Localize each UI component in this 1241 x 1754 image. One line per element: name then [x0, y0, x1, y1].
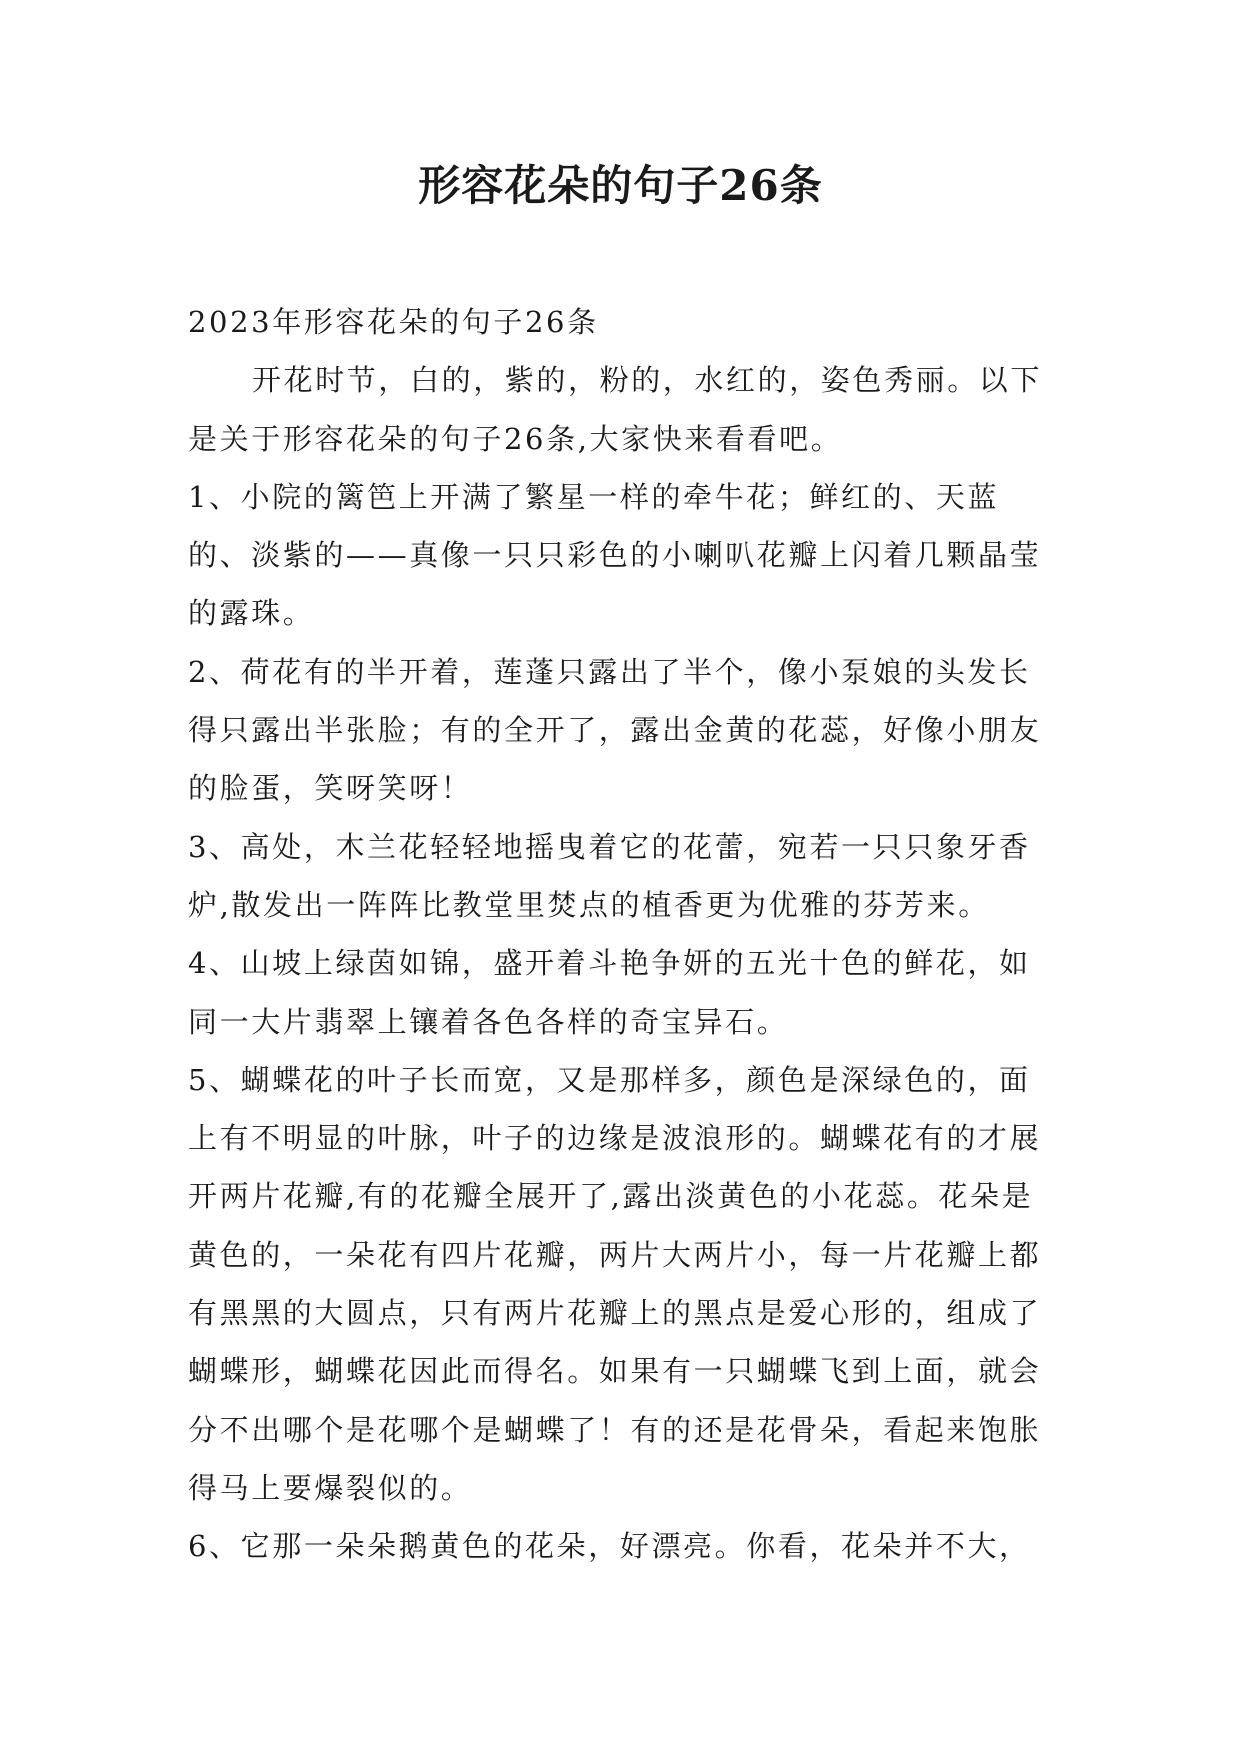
sentence-item: 6、它那一朵朵鹅黄色的花朵，好漂亮。你看，花朵并不大， [188, 1529, 1031, 1564]
document-title: 形容花朵的句子26条 [418, 161, 823, 210]
document-body [188, 293, 1058, 1576]
sentence-item: 5、蝴蝶花的叶子长而宽，又是那样多，颜色是深绿色的，面上有不明显的叶脉，叶子的边缘是波浪形的。蝴蝶花有的才展开两片花瓣,有的花瓣全展开了,露出淡黄色的小花蕊。花朵是黄色的，一朵花有四片花瓣，两片大两片小，每一片花瓣上都有黑黑的大圆点，只有两片花瓣上的黑点是爱心形的，组成了蝴蝶形，蝴蝶花因此而得名。如果有一只蝴蝶飞到上面，就会分不出哪个是花哪个是蝴蝶了！有的还是花骨朵，看起来饱胀得马上要爆裂似的。 [188, 1062, 1042, 1505]
sentence-item: 1、小院的篱笆上开满了繁星一样的牵牛花；鲜红的、天蓝的、淡紫的——真像一只只彩色的小喇叭花瓣上闪着几颗晶莹的露珠。 [188, 479, 1042, 631]
sentence-item: 4、山坡上绿茵如锦，盛开着斗艳争妍的五光十色的鲜花，如同一大片翡翠上镶着各色各样的奇宝异石。 [188, 946, 1031, 1039]
sentence-item: 2、荷花有的半开着，莲蓬只露出了半个，像小泵娘的头发长得只露出半张脸；有的全开了，露出金黄的花蕊，好像小朋友的脸蛋，笑呀笑呀！ [188, 654, 1042, 806]
sentence-item: 3、高处，木兰花轻轻地摇曳着它的花蕾，宛若一只只象牙香炉,散发出一阵阵比教堂里焚点的植香更为优雅的芬芳来。 [188, 829, 1031, 922]
intro-paragraph: 开花时节，白的，紫的，粉的，水红的，姿色秀丽。以下是关于形容花朵的句子26条,大家快来看看吧。 [188, 363, 1043, 456]
document-subtitle: 2023年形容花朵的句子26条 [188, 305, 599, 339]
